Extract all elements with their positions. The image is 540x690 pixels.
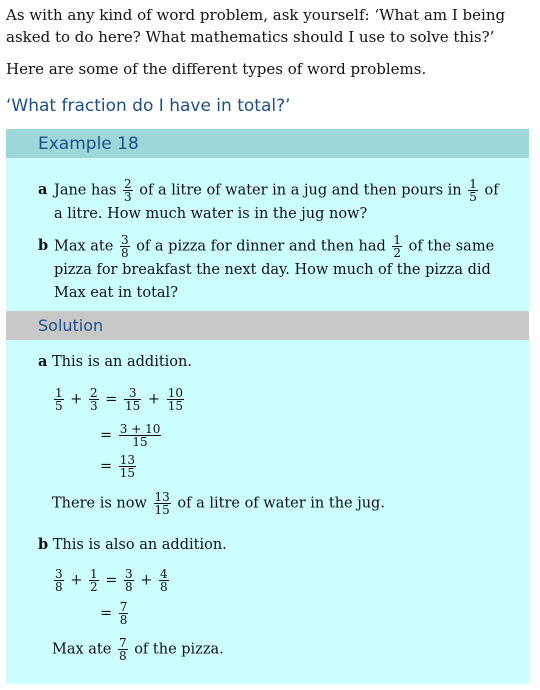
question-b-text-3: of the same pizza for breakfast the next day. How much of the pizza did Max eat in total? <box>54 238 495 301</box>
solution-a-intro: a This is an addition. <box>38 353 192 370</box>
question-b-text-1: Max ate <box>54 238 114 255</box>
example-title: Example 18 <box>6 129 529 158</box>
solution-a-step-3: = $\frac{13}{15}$ <box>100 453 136 480</box>
solution-b-conclusion: Max ate $\frac{7}{8}$ of the pizza. <box>52 636 224 663</box>
fraction: $\frac{3}{8}$ <box>120 233 129 260</box>
question-a <box>38 178 508 226</box>
section-heading: ‘What fraction do I have in total?’ <box>6 96 291 116</box>
fraction: $\frac{1}{5}$ <box>469 177 477 204</box>
solution-title: Solution <box>6 311 529 340</box>
solution-a-conclusion: There is now $\frac{13}{15}$ of a litre of water in the jug. <box>52 490 385 517</box>
question-a-text-2: of a litre of water in a jug and then pours in <box>139 182 462 199</box>
example-box <box>6 129 529 684</box>
question-a-text-3: of a litre. How much water is in the jug now? <box>54 182 499 222</box>
solution-b-intro: b This is also an addition. <box>38 536 227 553</box>
question-b <box>38 234 508 305</box>
fraction: $\frac{1}{2}$ <box>393 233 402 260</box>
question-a-text-1: Jane has <box>54 182 117 199</box>
solution-b-step-2: = $\frac{7}{8}$ <box>100 600 128 627</box>
fraction: $\frac{2}{3}$ <box>124 177 132 204</box>
solution-b-step-1: $\frac{3}{8}$ + $\frac{1}{2}$ = $\frac{3}{8}$ + $\frac{4}{8}$ <box>55 567 168 594</box>
question-b-text-2: of a pizza for dinner and then had <box>136 238 386 255</box>
intro <box>6 4 534 80</box>
intro-paragraph-1: As with any kind of word problem, ask yourself: ‘What am I being asked to do here? What mathematics should I use to solve this?’ <box>6 6 506 46</box>
question-a-label: a <box>38 181 48 198</box>
solution-a-step-2: = $\frac{3 + 10}{15}$ <box>100 422 161 449</box>
solution-a-step-1: $\frac{1}{5}$ + $\frac{2}{3}$ = $\frac{3}{15}$ + $\frac{10}{15}$ <box>55 386 183 413</box>
intro-paragraph-2: Here are some of the different types of word problems. <box>6 60 427 78</box>
question-b-label: b <box>38 237 49 254</box>
